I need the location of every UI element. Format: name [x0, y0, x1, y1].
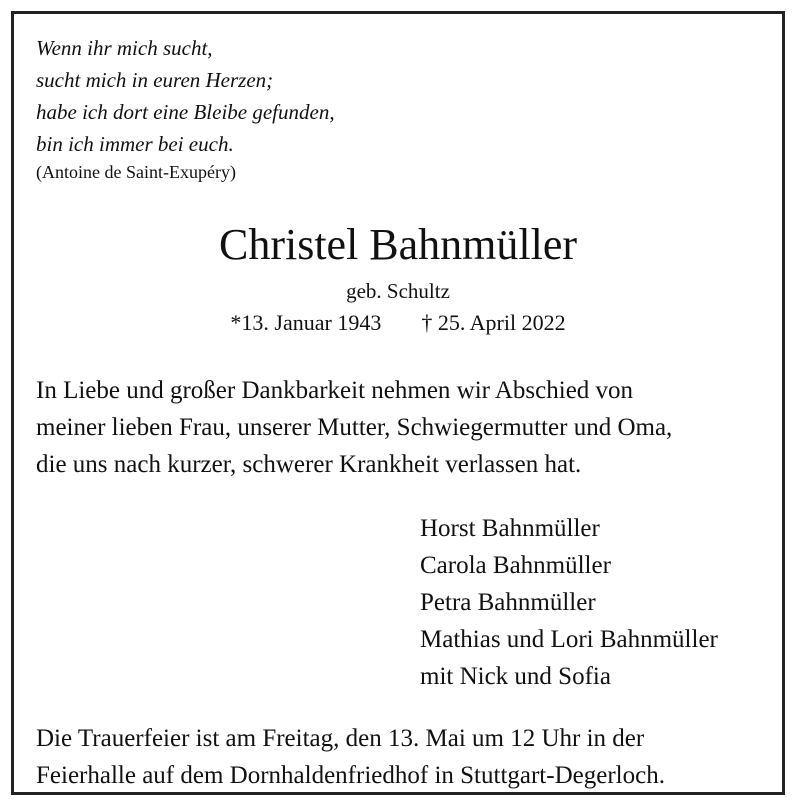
mourner-name: Mathias und Lori Bahnmüller — [420, 626, 718, 653]
mourner-name: Horst Bahnmüller — [420, 515, 600, 542]
mourner-name: Petra Bahnmüller — [420, 589, 596, 616]
poem-attribution: (Antoine de Saint-Exupéry) — [36, 162, 236, 182]
life-dates — [14, 310, 782, 336]
poem-line: Wenn ihr mich sucht, — [36, 36, 213, 60]
maiden-name: geb. Schultz — [346, 279, 450, 303]
message-line: meiner lieben Frau, unserer Mutter, Schwiegermutter und Oma, — [36, 414, 673, 441]
poem-line: sucht mich in euren Herzen; — [36, 68, 274, 92]
poem-line: bin ich immer bei euch. — [36, 132, 234, 156]
deceased-name: Christel Bahnmüller — [218, 220, 578, 269]
message-line: die uns nach kurzer, schwerer Krankheit verlassen hat. — [36, 451, 582, 478]
mourner-name: mit Nick und Sofia — [420, 663, 611, 690]
message-line: In Liebe und großer Dankbarkeit nehmen wir Abschied von — [36, 377, 634, 404]
service-line: Feierhalle auf dem Dornhaldenfriedhof in Stuttgart-Degerloch. — [36, 762, 665, 789]
funeral-service-info — [36, 720, 665, 794]
obituary-notice — [11, 11, 785, 795]
poem-line: habe ich dort eine Bleibe gefunden, — [36, 100, 335, 124]
farewell-message — [36, 372, 672, 483]
death-date: † 25. April 2022 — [421, 310, 566, 335]
birth-date: *13. Januar 1943 — [230, 310, 382, 335]
mourners-list — [420, 510, 718, 695]
poem — [36, 32, 335, 160]
mourner-name: Carola Bahnmüller — [420, 552, 611, 579]
service-line: Die Trauerfeier ist am Freitag, den 13. Mai um 12 Uhr in der — [36, 725, 645, 752]
